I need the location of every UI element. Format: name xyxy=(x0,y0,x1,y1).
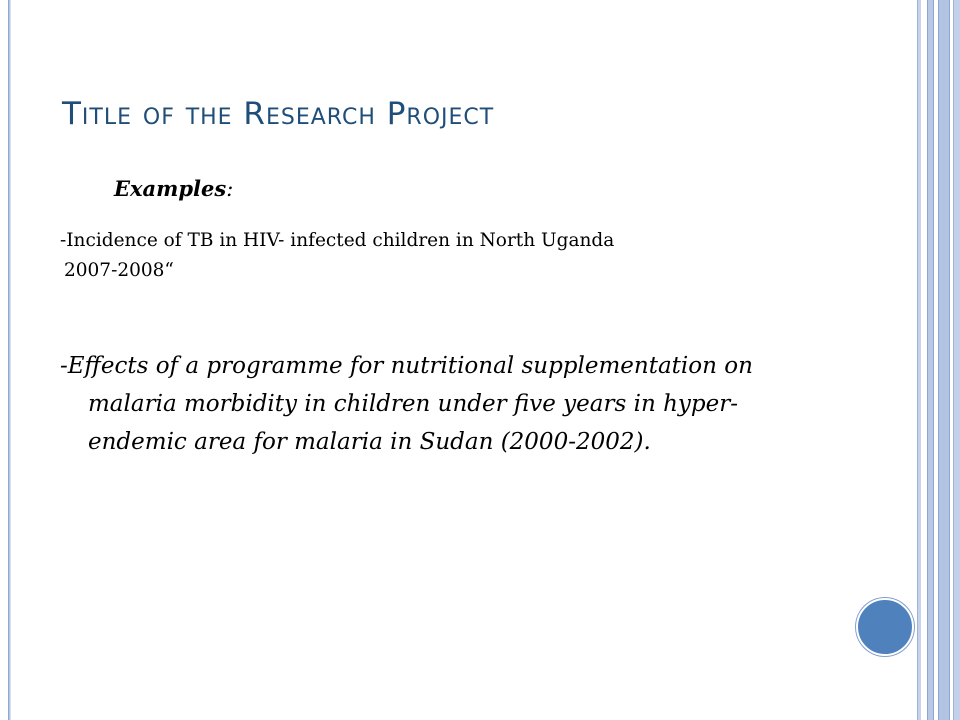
example-1-line-2: 2007-2008“ xyxy=(64,260,174,281)
left-frame-line xyxy=(8,0,11,720)
example-2 xyxy=(60,347,830,461)
right-stripe-2 xyxy=(927,0,934,720)
example-2-line-3: endemic area for malaria in Sudan (2000-2002). xyxy=(88,429,651,455)
slide-title: Title of the Research Project xyxy=(62,96,495,132)
examples-label-text: Examples xyxy=(114,176,227,201)
right-stripe-1 xyxy=(917,0,921,720)
example-1-line-1: -Incidence of TB in HIV- infected children in North Uganda xyxy=(60,230,615,251)
example-1 xyxy=(60,226,830,286)
examples-label-colon: : xyxy=(226,177,234,201)
right-stripe-4 xyxy=(953,0,960,720)
decorative-circle xyxy=(856,598,914,656)
right-stripe-3 xyxy=(938,0,950,720)
example-2-line-2: malaria morbidity in children under five years in hyper- xyxy=(88,391,738,417)
example-2-line-1: -Effects of a programme for nutritional supplementation on xyxy=(60,353,753,379)
examples-label xyxy=(114,176,233,201)
